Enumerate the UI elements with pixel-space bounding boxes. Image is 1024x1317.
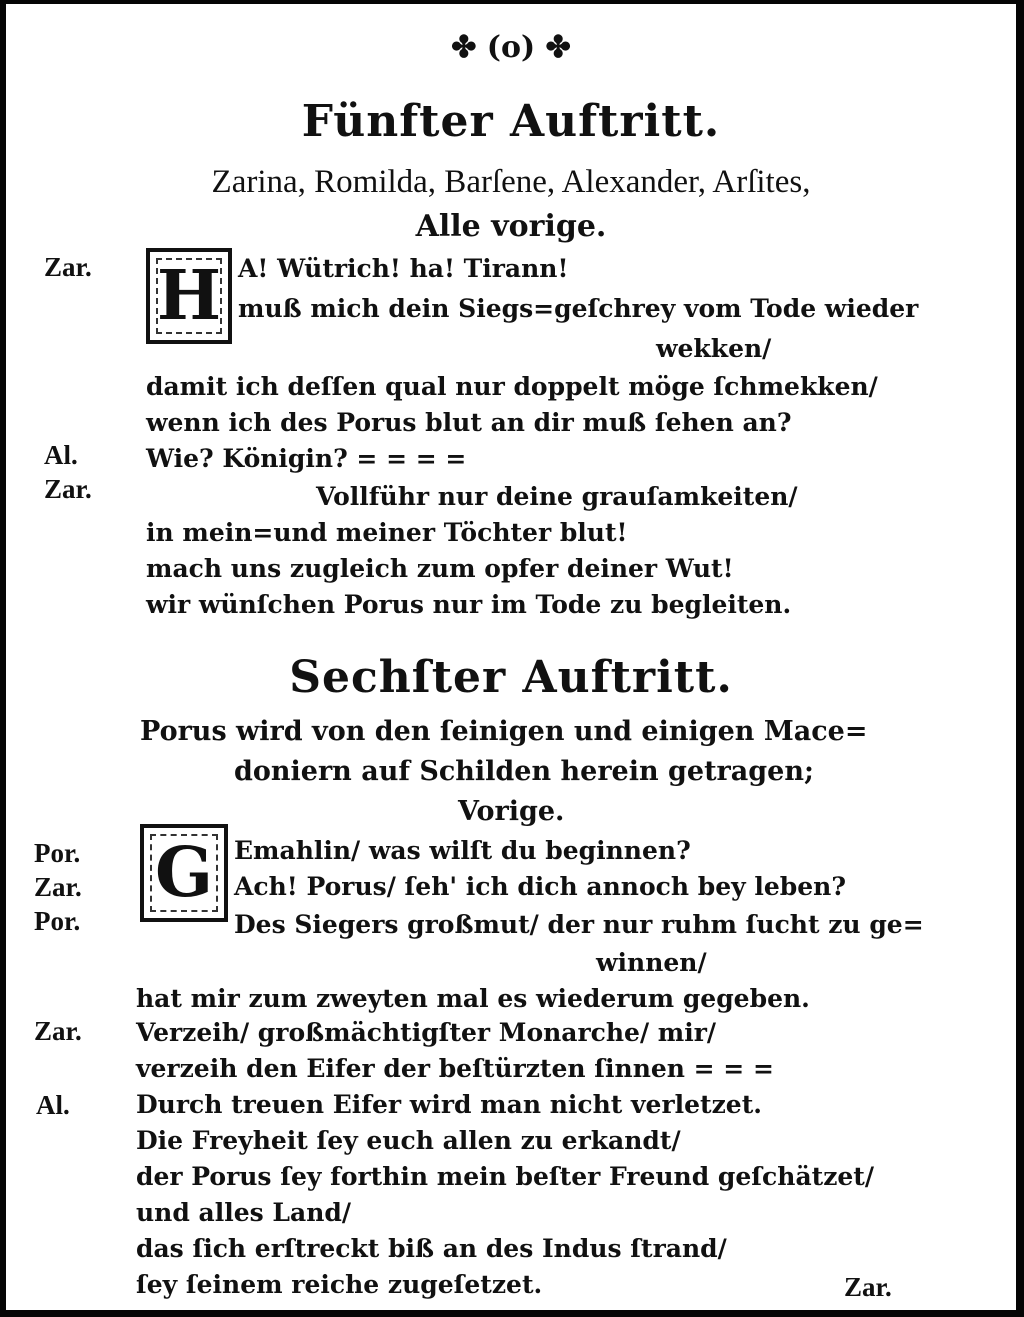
verse-line: damit ich deſſen qual nur doppelt möge ſchmekken/ — [146, 372, 878, 401]
verse-line: Ach! Porus/ ſeh' ich dich annoch bey leben? — [234, 872, 846, 901]
verse-line: Emahlin/ was wilſt du beginnen? — [234, 836, 691, 865]
verse-line: verzeih den Eifer der beſtürzten ſinnen = = = — [136, 1054, 774, 1083]
verse-line: Vollführ nur deine grauſamkeiten/ — [316, 482, 798, 511]
scene6-title: Sechſter Auftritt. — [289, 652, 733, 703]
page-number: ✤ (o) ✤ — [451, 30, 571, 65]
verse-line: Die Freyheit ſey euch allen zu erkandt/ — [136, 1126, 681, 1155]
book-page — [6, 4, 1016, 1310]
verse-line: wenn ich des Porus blut an dir muß ſehen an? — [146, 408, 792, 437]
speaker-label: Por. — [34, 906, 81, 936]
verse-line: hat mir zum zweyten mal es wiederum gegeben. — [136, 984, 810, 1013]
decorative-initial-h: H — [146, 248, 232, 344]
speaker-label: Por. — [34, 838, 81, 868]
catchword-speaker: Zar. — [844, 1272, 892, 1302]
verse-line: Verzeih/ großmächtigſter Monarche/ mir/ — [136, 1018, 717, 1047]
speaker-label: Zar. — [34, 1016, 82, 1046]
scene6-cast-line3: Vorige. — [458, 796, 565, 827]
scene6-cast-line1: Porus wird von den ſeinigen und einigen Mace= — [140, 716, 868, 747]
verse-line: mach uns zugleich zum opfer deiner Wut! — [146, 554, 734, 583]
decorative-initial-g: G — [140, 824, 228, 922]
speaker-label: Al. — [36, 1090, 70, 1120]
scene5-cast-line1: Zarina, Romilda, Barſene, Alexander, Arſites, — [211, 164, 811, 200]
speaker-label: Zar. — [44, 474, 92, 504]
verse-line: Des Siegers großmut/ der nur ruhm ſucht zu ge= — [234, 910, 924, 939]
verse-line: wekken/ — [656, 334, 772, 363]
scene5-cast-line2: Alle vorige. — [415, 209, 607, 244]
speaker-label: Zar. — [34, 872, 82, 902]
verse-line: Wie? Königin? = = = = — [146, 444, 467, 473]
verse-line: in mein=und meiner Töchter blut! — [146, 518, 628, 547]
verse-line: A! Wütrich! ha! Tirann! — [238, 254, 569, 283]
verse-line: und alles Land/ — [136, 1198, 351, 1227]
speaker-label: Zar. — [44, 252, 92, 282]
verse-line: muß mich dein Siegs=geſchrey vom Tode wieder — [238, 294, 919, 323]
verse-line: ſey ſeinem reiche zugeſetzet. — [136, 1270, 543, 1299]
verse-line: das ſich erſtreckt biß an des Indus ſtrand/ — [136, 1234, 727, 1263]
verse-line: winnen/ — [596, 948, 707, 977]
verse-line: wir wünſchen Porus nur im Tode zu begleiten. — [146, 590, 792, 619]
verse-line: der Porus ſey forthin mein beſter Freund geſchätzet/ — [136, 1162, 874, 1191]
scene5-title: Fünfter Auftritt. — [301, 96, 721, 147]
verse-line: Durch treuen Eifer wird man nicht verletzet. — [136, 1090, 762, 1119]
speaker-label: Al. — [44, 440, 78, 470]
scene6-cast-line2: doniern auf Schilden herein getragen; — [234, 756, 814, 787]
